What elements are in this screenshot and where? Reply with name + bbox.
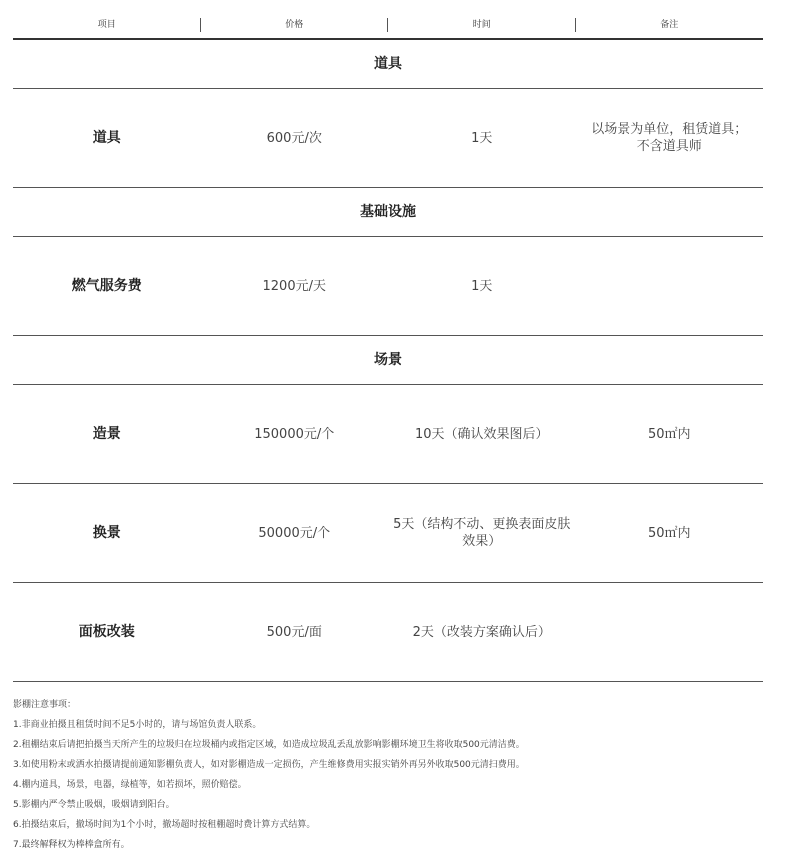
row-price: 500元/面 [266, 624, 322, 640]
row-price: 600元/次 [266, 130, 322, 146]
table-row [13, 385, 763, 484]
row-item: 造景 [92, 425, 121, 442]
row-time: 2天（改装方案确认后） [412, 624, 551, 640]
header-price: 价格 [201, 0, 389, 38]
row-note: 50㎡内 [647, 525, 691, 541]
row-time: 10天（确认效果图后） [414, 426, 549, 442]
notes-title: 影棚注意事项： [13, 700, 77, 710]
row-note-line: 以场景为单位，租赁道具； [591, 122, 748, 137]
table-row [13, 237, 763, 336]
row-time: 1天 [471, 130, 493, 146]
table-row [13, 583, 763, 682]
row-price: 150000元/个 [254, 426, 335, 442]
header-note: 备注 [660, 20, 679, 30]
row-note [576, 121, 764, 155]
table-row [13, 484, 763, 583]
header-item: 项目 [13, 0, 201, 38]
row-price: 50000元/个 [258, 525, 331, 541]
row-time: 1天 [471, 278, 493, 294]
section-title: 基础设施 [13, 188, 763, 237]
row-item: 换景 [92, 524, 121, 541]
row-item: 燃气服务费 [71, 277, 142, 294]
row-note-line: 不含道具师 [636, 139, 702, 154]
table-row [13, 89, 763, 188]
section-title: 场景 [13, 336, 763, 385]
note-item: 1.非商业拍摄且租赁时间不足5小时的，请与场馆负责人联系。 [13, 720, 262, 730]
note-item: 2.租棚结束后请把拍摄当天所产生的垃圾归在垃圾桶内或指定区域，如造成垃圾乱丢乱放影响影棚环境卫生将收取500元清洁费。 [13, 740, 525, 750]
section-title: 道具 [13, 40, 763, 89]
header-time: 时间 [388, 0, 576, 38]
row-item: 道具 [92, 129, 121, 146]
price-table [13, 0, 763, 682]
studio-notes [13, 695, 773, 855]
note-item: 3.如使用粉末或洒水拍摄请提前通知影棚负责人，如对影棚造成一定损伤，产生维修费用实报实销外再另外收取500元清扫费用。 [13, 760, 525, 770]
note-item: 4.棚内道具，场景，电器，绿植等，如若损坏，照价赔偿。 [13, 780, 247, 790]
row-item: 面板改装 [78, 623, 135, 640]
note-item: 5.影棚内严令禁止吸烟，吸烟请到阳台。 [13, 800, 175, 810]
row-price: 1200元/天 [262, 278, 326, 294]
row-time: 5天（结构不动、更换表面皮肤效果） [393, 517, 571, 549]
note-item: 6.拍摄结束后，撤场时间为1个小时，撤场超时按租棚超时费计算方式结算。 [13, 820, 316, 830]
note-item: 7.最终解释权为棒棒盒所有。 [13, 840, 130, 850]
row-note: 50㎡内 [647, 426, 691, 442]
table-header [13, 0, 763, 40]
